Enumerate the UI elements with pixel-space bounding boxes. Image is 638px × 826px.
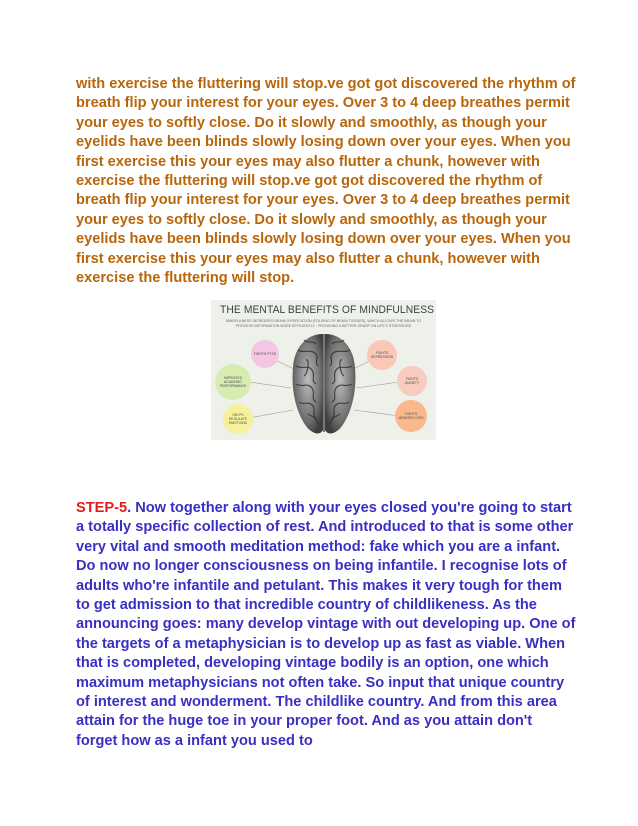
paragraph-step5 <box>76 499 576 751</box>
fights-depression-bubble <box>367 340 397 370</box>
memory-loss-label: FIGHTS MEMORY LOSS <box>398 412 424 420</box>
regulate-emotions-bubble <box>223 404 253 434</box>
infographic-title: THE MENTAL BENEFITS OF MINDFULNESS <box>220 304 435 316</box>
mindfulness-infographic <box>211 300 436 440</box>
fights-ptsd-bubble <box>251 340 279 368</box>
step5-text: . Now together along with your eyes closed you're going to start a totally specific collection of rest. And introduced to that is some other very vital and smooth meditation method: fake which you are a infant. Do now no longer consciousness on being infantile. I recognise lots of adults who're infantile and petulant. This makes it very tough for them to get admission to that incredible country of childlikeness. As the announcing goes: many develop vintage with out developing up. One of the targets of a metaphysician is to develop up as fast as viable. When that is completed, developing vintage bodily is an option, one which maximum metaphysicians not often take. So input that unique country of interest and wonderment. The childlike country. And from this area attain for the huge toe in your proper foot. And as you attain don't forget how as a infant you used to <box>76 500 576 749</box>
fights-ptsd-label: FIGHTS PTSD <box>253 352 277 356</box>
paragraph-breathing: with exercise the fluttering will stop.ve got got discovered the rhythm of breath flip your interest for your eyes. Over 3 to 4 deep breathes permit your eyes to softly close. Do it slowly and smoothly, as though your eyelids have been blinds slowly losing down over your eyes. When you first exercise this your eyes may also flutter a chunk, however with exercise the fluttering will stop.ve got got discovered the rhythm of breath flip your interest for your eyes. Over 3 to 4 deep breathes permit your eyes to softly close. Do it slowly and smoothly, as though your eyelids have been blinds slowly losing down over your eyes. When you first exercise this your eyes may also flutter a chunk, however with exercise the fluttering will stop. <box>76 76 576 287</box>
memory-loss-bubble <box>395 400 427 432</box>
infographic-subtitle: MINDFULNESS INCREASES BRAIN GYRIFICATION (FOLDING OF BRAIN TISSUES), WHICH ALLOWS THE BRAIN TO PROCESS INFORMATION MORE EFFICIENTLY - PROVIDING A BETTER GRASP ON LIFE'S STRESSORS <box>225 319 422 328</box>
improves-academic-bubble <box>215 364 251 400</box>
fights-anxiety-bubble <box>397 366 427 396</box>
improves-academic-label: IMPROVES ACADEMIC PERFORMANCE <box>219 376 247 388</box>
fights-depression-label: FIGHTS DEPRESSION <box>370 351 394 359</box>
brain-image <box>288 330 360 438</box>
step-label: STEP-5 <box>76 500 128 516</box>
regulate-emotions-label: HELPS REGULATE EMOTIONS <box>228 413 248 425</box>
fights-anxiety-label: FIGHTS ANXIETY <box>404 377 420 385</box>
